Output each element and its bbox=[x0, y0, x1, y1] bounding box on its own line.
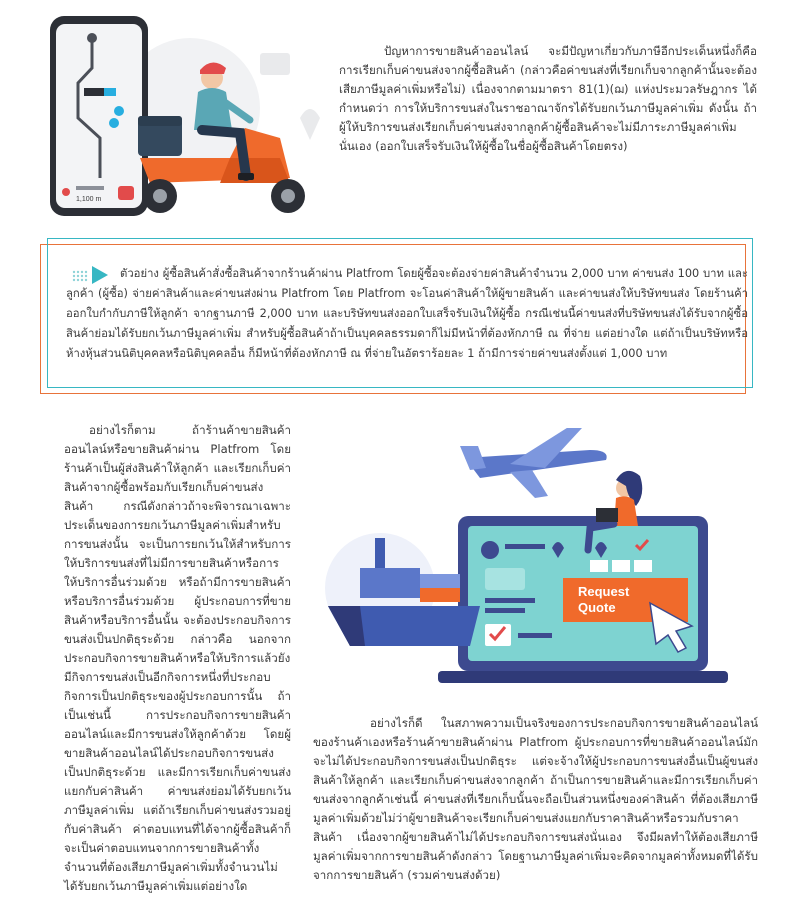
distance-label: 1,100 m bbox=[76, 196, 102, 203]
left-column-paragraph: อย่างไรก็ตาม ถ้าร้านค้าขายสินค้าออนไลน์หรือขายสินค้าผ่าน Platfrom โดยร้านค้าเป็นผู้ส่งสินค้าให้ลูกค้า และเรียกเก็บค่าสินค้าจากผู้ซื้อพร้อมกับเรียกเก็บค่าขนส่งสินค้า กรณีดังกล่าวถ้าจะพิจารณาเฉพาะประเด็นของการยกเว้นภาษีมูลค่าเพิ่มสำหรับการขนส่งนั้น จะเป็นการยกเว้นให้สำหรับการให้บริการขนส่งที่ไม่มีการขายสินค้าหรือการให้บริการอื่นร่วมด้วย หรือถ้ามีการขายสินค้าหรือบริการอื่นร่วมด้วย ผู้ประกอบการที่ขายสินค้าหรือบริการอื่นนั้น จะต้องประกอบกิจการขนส่งเป็นปกติธุระด้วย กล่าวคือ นอกจากประกอบกิจการขายสินค้าหรือให้บริการแล้วยังมีกิจการขนส่งเป็นอีกกิจการหนึ่งที่ประกอบกิจการเป็นปกติธุระของผู้ประกอบการนั้น ถ้าเป็นเช่นนี้ การประกอบกิจการขายสินค้าออนไลน์และมีการขนส่งให้ลูกค้าด้วย โดยผู้ขายสินค้าออนไลน์ได้ประกอบกิจการขนส่งเป็นปกติธุระด้วย และมีการเรียกเก็บค่าขนส่งแยกกับค่าสินค้า ค่าขนส่งย่อมได้รับยกเว้นภาษีมูลค่าเพิ่ม แต่ถ้าเรียกเก็บค่าขนส่งรวมอยู่กับค่าสินค้า ค่าตอบแทนที่ได้จากผู้ซื้อสินค้าก็จะเป็นค่าตอบแทนจากการขายสินค้าทั้งจำนวนที่ต้องเสียภาษีมูลค่าเพิ่มทั้งจำนวนไม่ได้รับยกเว้นภาษีมูลค่าเพิ่มแต่อย่างใด bbox=[64, 423, 291, 893]
truck-icon bbox=[260, 53, 290, 75]
delivery-illustration bbox=[40, 8, 330, 223]
phone-icon bbox=[50, 16, 148, 216]
shipping-quote-illustration bbox=[320, 428, 740, 696]
right-column-paragraph: อย่างไรก็ดี ในสภาพความเป็นจริงของการประกอบกิจการขายสินค้าออนไลน์ของร้านค้าเองหรือร้านค้าขายสินค้าผ่าน Platfrom ผู้ประกอบการที่ขายสินค้าออนไลน์มักจะไม่ได้ประกอบกิจการขนส่งเป็นปกติธุระ แต่จะจ้างให้ผู้ประกอบการขนส่งอื่นเป็นผู้ขนส่งสินค้าให้ลูกค้า และเรียกเก็บค่าขนส่งจากลูกค้า ถ้าเป็นการขายสินค้าและมีการเรียกเก็บค่าขนส่งจากลูกค้าเช่นนี้ ค่าขนส่งที่เรียกเก็บนั้นจะถือเป็นส่วนหนึ่งของค่าสินค้า ที่ต้องเสียภาษีมูลค่าเพิ่มด้วยไม่ว่าผู้ขายสินค้าจะเรียกเก็บค่าขนส่งแยกกับราคาสินค้าหรือรวมกับราคาสินค้า เนื่องจากผู้ขายสินค้าไม่ได้ประกอบกิจการขนส่งนั่นเอง จึงมีผลทำให้ต้องเสียภาษีมูลค่าเพิ่มจากการขายสินค้าดังกล่าว โดยฐานภาษีมูลค่าเพิ่มจะคิดจากมูลค่าทั้งหมดที่ได้รับจากการขายสินค้า (รวมค่าขนส่งด้วย) bbox=[313, 716, 758, 882]
request-quote-line2: Quote bbox=[578, 600, 616, 615]
airplane-icon bbox=[460, 428, 607, 498]
request-quote-line1: Request bbox=[578, 584, 630, 599]
map-pin-icon bbox=[300, 109, 320, 140]
intro-paragraph: ปัญหาการขายสินค้าออนไลน์ จะมีปัญหาเกี่ยวกับภาษีอีกประเด็นหนึ่งก็คือ การเรียกเก็บค่าขนส่งจากผู้ซื้อสินค้า (กล่าวคือค่าขนส่งที่เรียกเก็บจากลูกค้านั้นจะต้องเสียภาษีมูลค่าเพิ่มหรือไม่) เนื่องจากตามมาตรา 81(1)(ฌ) แห่งประมวลรัษฎากร ได้กำหนดว่า การให้บริการขนส่งในราชอาณาจักรได้รับยกเว้นภาษีมูลค่าเพิ่ม ดังนั้น ถ้าผู้ให้บริการขนส่งเรียกเก็บค่าขนส่งจากลูกค้าผู้ซื้อสินค้าจะไม่มีภาระภาษีมูลค่าเพิ่มนั่นเอง (ออกใบเสร็จรับเงินให้ผู้ซื้อในชื่อผู้ซื้อสินค้าโดยตรง) bbox=[339, 44, 757, 153]
example-paragraph: ตัวอย่าง ผู้ซื้อสินค้าสั่งซื้อสินค้าจากร้านค้าผ่าน Platfrom โดยผู้ซื้อจะต้องจ่ายค่าสินค้าจำนวน 2,000 บาท ค่าขนส่ง 100 บาท และลูกค้า (ผู้ซื้อ) จ่ายค่าสินค้าและค่าขนส่งผ่าน Platfrom โดย Platfrom จะโอนค่าสินค้าให้ผู้ขายสินค้า และค่าขนส่งให้บริษัทขนส่ง โดยร้านค้าออกใบกำกับภาษีให้ลูกค้า จากฐานภาษี 2,000 บาท และบริษัทขนส่งออกใบเสร็จรับเงินให้ผู้ซื้อ กรณีเช่นนี้ค่าขนส่งที่บริษัทขนส่งได้รับจากผู้ซื้อสินค้าย่อมได้รับยกเว้นภาษีมูลค่าเพิ่ม สำหรับผู้ซื้อสินค้าถ้าเป็นบุคคลธรรมดาก็ไม่มีหน้าที่ต้องหักภาษี ณ ที่จ่าย แต่อย่างใด แต่ถ้าเป็นบริษัทหรือห้างหุ้นส่วนนิติบุคคลหรือนิติบุคคลอื่น ก็มีหน้าที่ต้องหักภาษี ณ ที่จ่ายในอัตราร้อยละ 1 ถ้ามีการจ่ายค่าขนส่งตั้งแต่ 1,000 บาท bbox=[66, 267, 748, 360]
